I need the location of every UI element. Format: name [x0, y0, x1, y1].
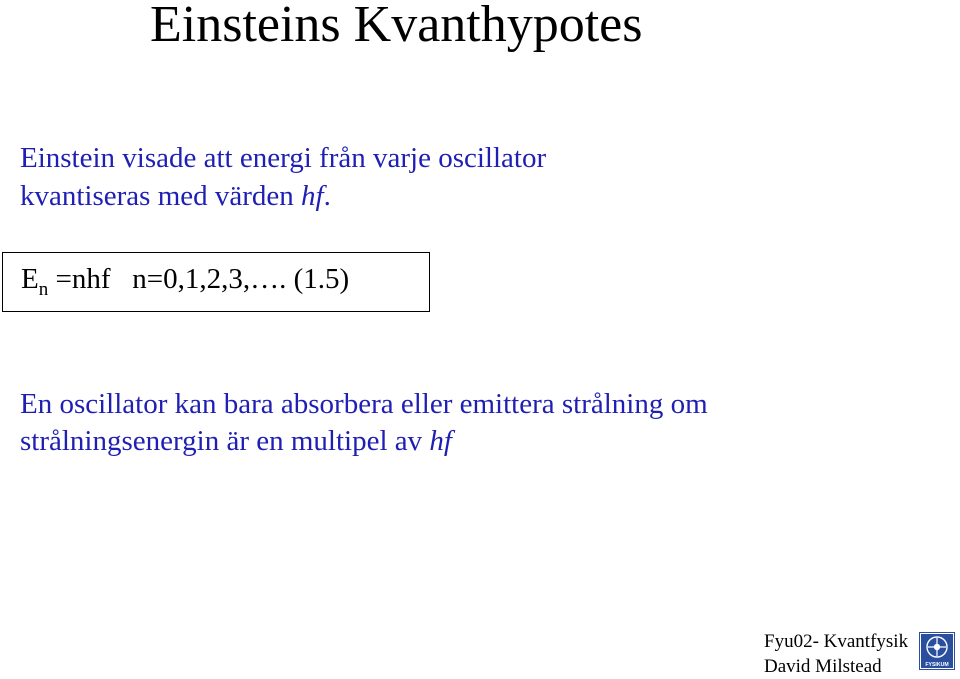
formula-rest: =nhf n=0,1,2,3,…. (1.5) — [48, 263, 350, 295]
statement-hf: hf — [429, 425, 452, 457]
logo-text: FYSIKUM — [925, 662, 949, 668]
intro-hf: hf — [301, 180, 324, 212]
intro-text — [20, 139, 546, 215]
intro-line-1: Einstein visade att energi från varje oscillator — [20, 142, 547, 174]
intro-period: . — [323, 180, 331, 212]
formula-subscript: n — [38, 279, 49, 300]
footer-author: David Milstead — [764, 656, 882, 677]
footer — [764, 629, 908, 679]
fysikum-seal-icon — [919, 632, 955, 670]
statement-line-1: En oscillator kan bara absorbera eller emittera strålning om — [20, 388, 708, 420]
formula-symbol: E — [21, 263, 39, 295]
formula-box — [2, 252, 430, 312]
footer-course: Fyu02- Kvantfysik — [764, 631, 909, 652]
intro-line-2 — [20, 177, 546, 215]
logo-emblem-center — [934, 644, 940, 650]
statement-line-2-text: strålningsenergin är en multipel av — [20, 425, 430, 457]
formula — [21, 263, 349, 301]
statement-text — [20, 386, 708, 460]
intro-line-2-text: kvantiseras med värden — [20, 180, 302, 212]
slide-title: Einsteins Kvanthypotes — [150, 0, 643, 53]
statement-line-2 — [20, 423, 708, 460]
